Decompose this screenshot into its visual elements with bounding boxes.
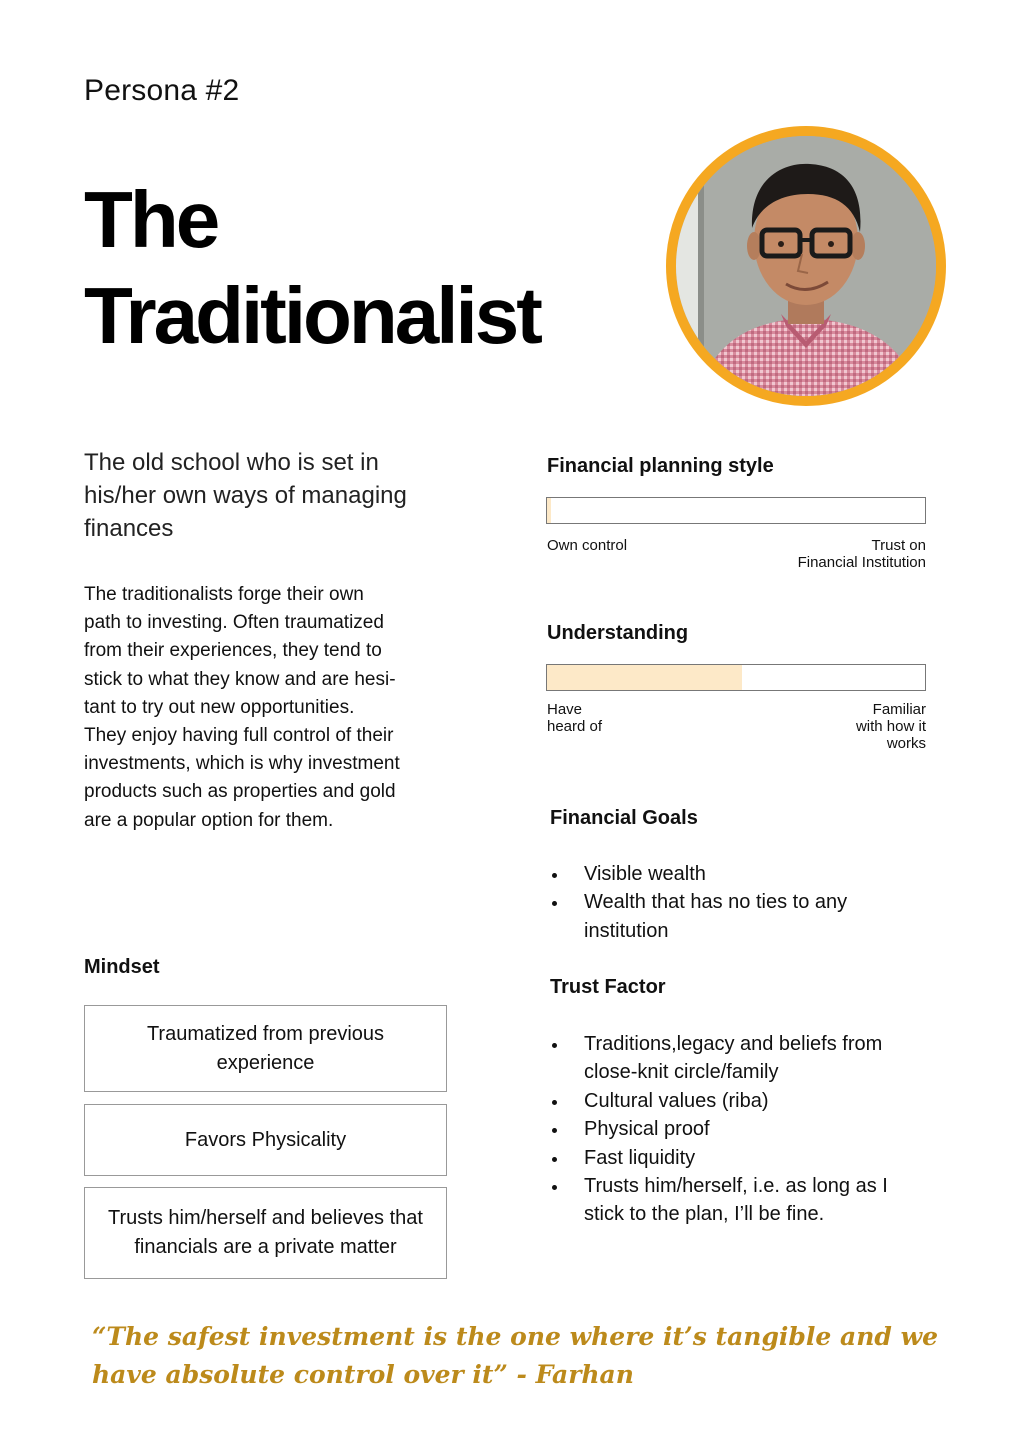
financial-goals-list [550, 860, 930, 945]
description-line: path to investing. Often traumatized [84, 612, 384, 634]
financial-planning-style-right-label [746, 537, 926, 571]
list-item: Wealth that has no ties to any institution [550, 888, 884, 945]
description-line: They enjoy having full control of their [84, 725, 394, 747]
mindset-heading: Mindset [84, 956, 160, 978]
mindset-card: Traumatized from previous experience [84, 1005, 447, 1092]
trust-factor-list [550, 1030, 930, 1229]
left-label-line: heard of [547, 718, 603, 735]
understanding-left-label [547, 701, 602, 735]
persona-avatar [666, 126, 946, 406]
understanding-fill [547, 665, 742, 690]
right-label-line: Financial Institution [797, 554, 926, 571]
persona-tagline: The old school who is set in his/her own ways of managing finances [84, 449, 407, 542]
description-line: investments, which is why investment [84, 753, 400, 775]
description-line: products such as properties and gold [84, 781, 396, 803]
page-title [84, 172, 540, 364]
title-line-2: Traditionalist [84, 271, 540, 360]
persona-description [84, 581, 450, 835]
list-item: Trusts him/herself, i.e. as long as I stick to the plan, I’ll be fine. [550, 1172, 914, 1229]
persona-quote: “The safest investment is the one where it’s tangible and we have absolute control over it” - Farhan [92, 1322, 938, 1389]
description-line: tant to try out new opportunities. [84, 696, 355, 718]
financial-planning-style-left-label: Own control [547, 537, 628, 554]
financial-planning-style-fill [547, 498, 551, 523]
list-item: Visible wealth [550, 860, 930, 888]
left-label-line: Have [547, 701, 583, 718]
right-label-line: works [886, 735, 926, 752]
right-label-line: with how it [855, 718, 926, 735]
list-item: Physical proof [550, 1115, 930, 1143]
description-line: The traditionalists forge their own [84, 584, 364, 605]
right-label-line: Familiar [872, 701, 926, 718]
financial-planning-style-scale [546, 497, 926, 524]
list-item: Cultural values (riba) [550, 1087, 930, 1115]
person-photo-icon [676, 136, 936, 396]
mindset-card: Trusts him/herself and believes that financials are a private matter [84, 1187, 447, 1279]
description-line: from their experiences, they tend to [84, 640, 382, 662]
description-line: stick to what they know and are hesi- [84, 668, 396, 690]
right-label-line: Trust on [871, 537, 926, 554]
understanding-heading: Understanding [547, 622, 689, 644]
financial-planning-style-heading: Financial planning style [547, 455, 774, 477]
mindset-card: Favors Physicality [84, 1104, 447, 1176]
understanding-right-label [786, 701, 926, 752]
description-line: are a popular option for them. [84, 809, 334, 831]
financial-goals-heading: Financial Goals [550, 807, 698, 829]
title-line-1: The [84, 175, 218, 264]
understanding-scale [546, 664, 926, 691]
trust-factor-heading: Trust Factor [550, 976, 666, 998]
list-item: Traditions,legacy and beliefs from close-knit circle/family [550, 1030, 914, 1087]
list-item: Fast liquidity [550, 1144, 930, 1172]
persona-label: Persona #2 [84, 74, 240, 107]
